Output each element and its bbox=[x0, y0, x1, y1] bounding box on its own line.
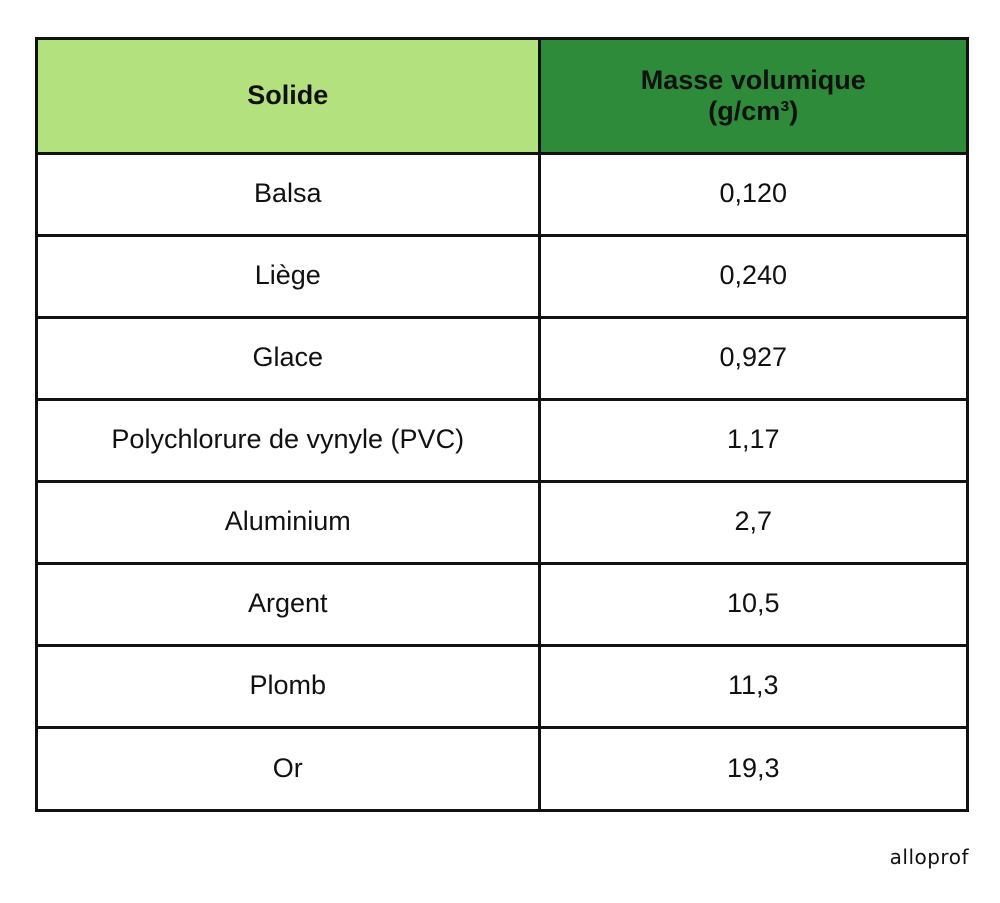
density-cell: 2,7 bbox=[539, 481, 966, 563]
solid-cell: Liège bbox=[38, 235, 539, 317]
table-row bbox=[38, 645, 966, 727]
solid-cell: Argent bbox=[38, 563, 539, 645]
density-table bbox=[38, 40, 966, 809]
table-row bbox=[38, 153, 966, 235]
table-row bbox=[38, 481, 966, 563]
density-cell: 0,120 bbox=[539, 153, 966, 235]
table-row bbox=[38, 563, 966, 645]
density-cell: 11,3 bbox=[539, 645, 966, 727]
table-row bbox=[38, 235, 966, 317]
table-header-row bbox=[38, 40, 966, 153]
density-cell: 0,927 bbox=[539, 317, 966, 399]
header-density-title: Masse volumique bbox=[640, 64, 866, 95]
solid-cell: Balsa bbox=[38, 153, 539, 235]
table-row bbox=[38, 399, 966, 481]
header-solid: Solide bbox=[38, 40, 539, 153]
solid-cell: Plomb bbox=[38, 645, 539, 727]
density-table-container bbox=[35, 37, 969, 812]
solid-cell: Aluminium bbox=[38, 481, 539, 563]
table-row bbox=[38, 727, 966, 809]
header-density bbox=[539, 40, 966, 153]
solid-cell: Glace bbox=[38, 317, 539, 399]
density-cell: 19,3 bbox=[539, 727, 966, 809]
solid-cell: Polychlorure de vynyle (PVC) bbox=[38, 399, 539, 481]
density-cell: 0,240 bbox=[539, 235, 966, 317]
header-density-unit: (g/cm³) bbox=[708, 95, 799, 126]
solid-cell: Or bbox=[38, 727, 539, 809]
table-row bbox=[38, 317, 966, 399]
density-cell: 1,17 bbox=[539, 399, 966, 481]
alloprof-logo: alloprof bbox=[889, 845, 969, 869]
density-cell: 10,5 bbox=[539, 563, 966, 645]
